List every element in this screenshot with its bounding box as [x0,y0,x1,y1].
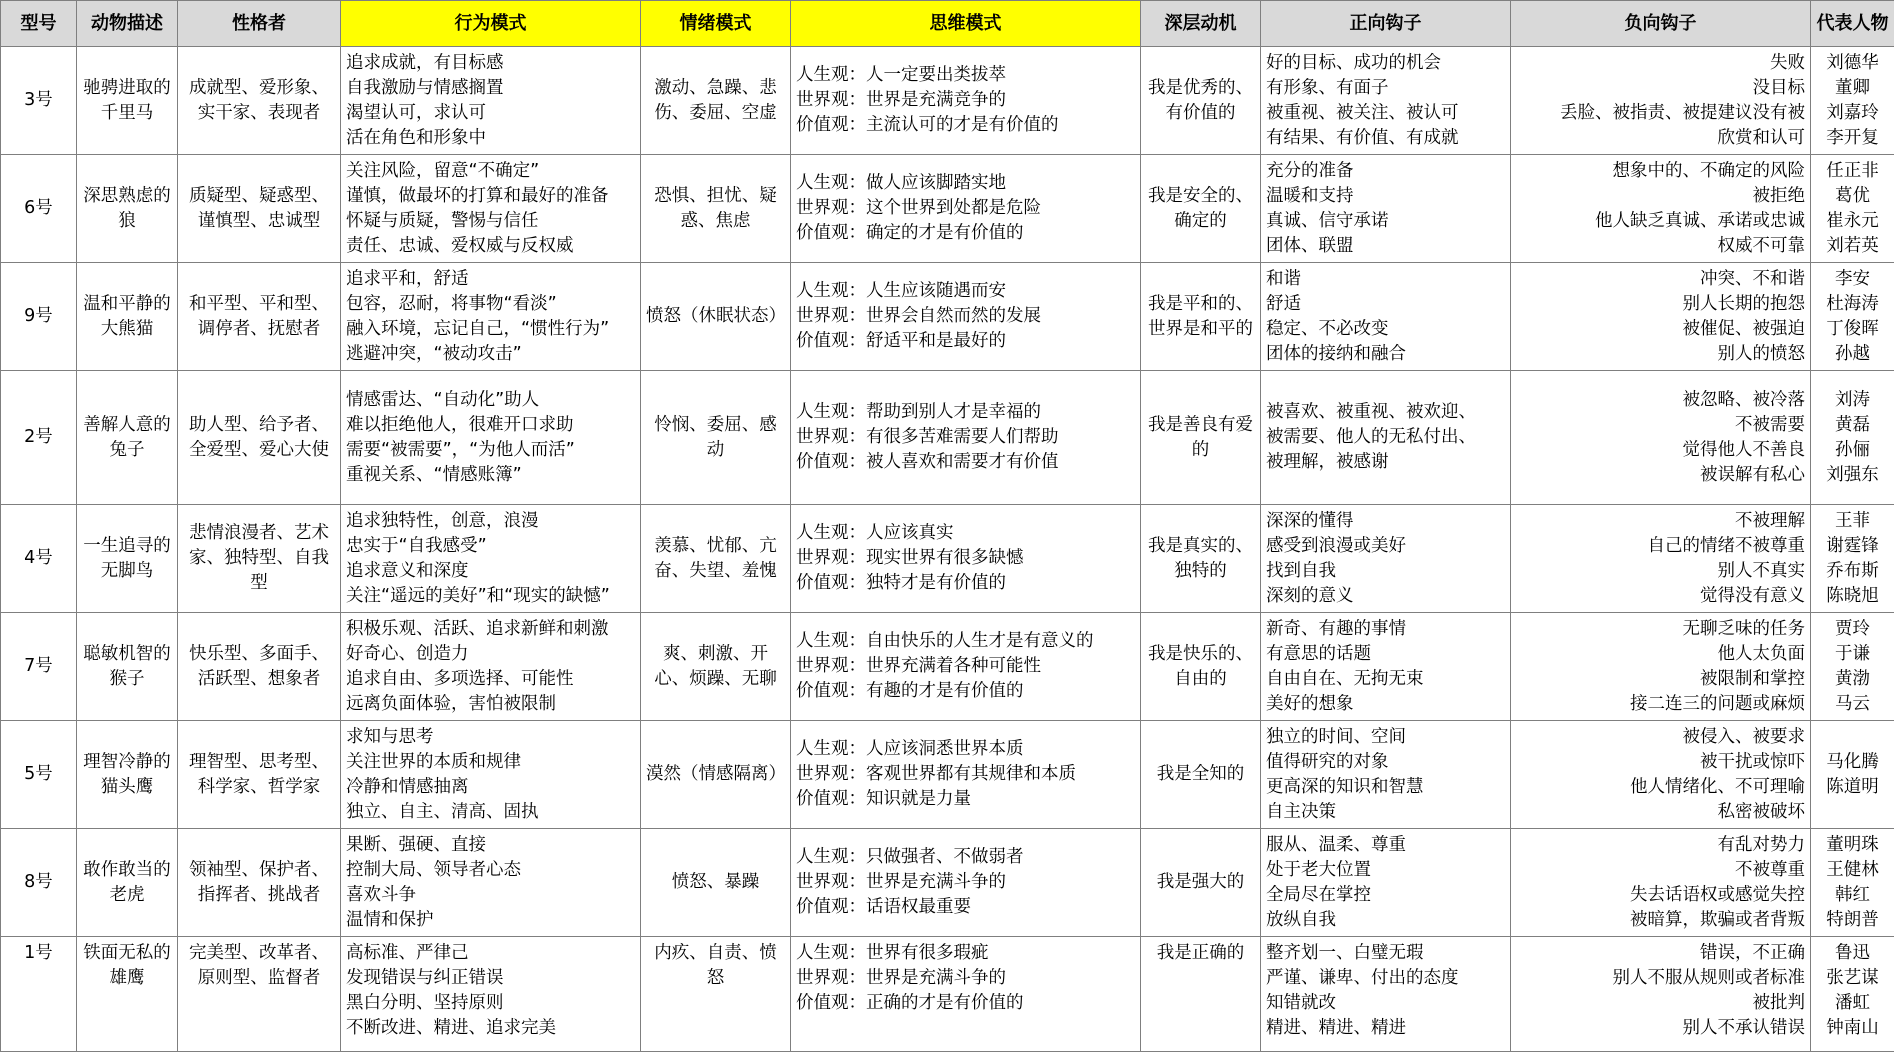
positive-hook-line: 独立的时间、空间 [1266,725,1505,750]
person-name: 杜海涛 [1816,292,1889,317]
header-emotion: 情绪模式 [641,1,791,47]
thinking-cell [791,721,1141,829]
people-cell [1811,47,1894,155]
positive-hook-line: 有结果、有价值、有成就 [1266,126,1505,151]
thinking-cell [791,155,1141,263]
behavior-line: 逃避冲突，“被动攻击” [346,342,635,367]
thinking-line: 价值观：话语权最重要 [796,895,1135,920]
negative-hook-line: 被批判 [1516,991,1805,1016]
thinking-line: 世界观：这个世界到处都是危险 [796,196,1135,221]
positive-hook-line: 充分的准备 [1266,159,1505,184]
animal-cell: 铁面无私的雄鹰 [77,937,178,1052]
person-name: 李安 [1816,267,1889,292]
thinking-cell [791,263,1141,371]
negative-hook-cell [1511,721,1811,829]
person-name: 于谦 [1816,642,1889,667]
positive-hook-line: 感受到浪漫或美好 [1266,534,1505,559]
behavior-cell [341,505,641,613]
type-cell: 4号 [1,505,77,613]
person-name: 乔布斯 [1816,559,1889,584]
behavior-line: 关注“遥远的美好”和“现实的缺憾” [346,584,635,609]
behavior-line: 怀疑与质疑，警惕与信任 [346,209,635,234]
people-cell [1811,371,1894,505]
animal-cell: 一生追寻的无脚鸟 [77,505,178,613]
type-cell: 2号 [1,371,77,505]
positive-hook-cell [1261,937,1511,1052]
thinking-line: 人生观：只做强者、不做弱者 [796,845,1135,870]
behavior-line: 融入环境，忘记自己，“惯性行为” [346,317,635,342]
people-cell [1811,505,1894,613]
negative-hook-line: 接二连三的问题或麻烦 [1516,692,1805,717]
negative-hook-line: 别人长期的抱怨 [1516,292,1805,317]
positive-hook-line: 找到自我 [1266,559,1505,584]
behavior-line: 情感雷达、“自动化”助人 [346,388,635,413]
person-name: 葛优 [1816,184,1889,209]
negative-hook-cell [1511,505,1811,613]
person-name: 马云 [1816,692,1889,717]
people-cell [1811,721,1894,829]
negative-hook-line: 别人不服从规则或者标准 [1516,966,1805,991]
negative-hook-line: 被忽略、被冷落 [1516,388,1805,413]
person-name: 王菲 [1816,509,1889,534]
positive-hook-line: 放纵自我 [1266,908,1505,933]
person-name: 黄磊 [1816,413,1889,438]
animal-cell: 温和平静的大熊猫 [77,263,178,371]
positive-hook-line: 全局尽在掌控 [1266,883,1505,908]
table-row [1,613,1894,721]
person-name: 刘嘉玲 [1816,101,1889,126]
type-cell: 8号 [1,829,77,937]
header-behavior: 行为模式 [341,1,641,47]
negative-hook-line: 别人不真实 [1516,559,1805,584]
motive-cell: 我是善良有爱的 [1141,371,1261,505]
negative-hook-line: 没目标 [1516,76,1805,101]
positive-hook-line: 美好的想象 [1266,692,1505,717]
behavior-line: 自我激励与情感搁置 [346,76,635,101]
person-name: 刘涛 [1816,388,1889,413]
thinking-line: 世界观：世界是充满竞争的 [796,88,1135,113]
thinking-line: 人生观：人应该真实 [796,521,1135,546]
person-name: 贾玲 [1816,617,1889,642]
header-thinking: 思维模式 [791,1,1141,47]
thinking-line: 世界观：有很多苦难需要人们帮助 [796,425,1135,450]
behavior-line: 谨慎，做最坏的打算和最好的准备 [346,184,635,209]
type-cell: 7号 [1,613,77,721]
positive-hook-line: 值得研究的对象 [1266,750,1505,775]
behavior-line: 果断、强硬、直接 [346,833,635,858]
table-row [1,155,1894,263]
person-name: 陈晓旭 [1816,584,1889,609]
positive-hook-cell [1261,47,1511,155]
thinking-line: 人生观：人应该洞悉世界本质 [796,737,1135,762]
header-motive: 深层动机 [1141,1,1261,47]
behavior-line: 责任、忠诚、爱权威与反权威 [346,234,635,259]
behavior-line: 远离负面体验，害怕被限制 [346,692,635,717]
thinking-cell [791,613,1141,721]
negative-hook-line: 他人缺乏真诚、承诺或忠诚 [1516,209,1805,234]
behavior-line: 难以拒绝他人，很难开口求助 [346,413,635,438]
person-name: 陈道明 [1816,775,1889,800]
persona-cell: 完美型、改革者、原则型、监督者 [178,937,341,1052]
thinking-line: 人生观：世界有很多瑕疵 [796,941,1135,966]
negative-hook-line: 欣赏和认可 [1516,126,1805,151]
positive-hook-line: 好的目标、成功的机会 [1266,51,1505,76]
negative-hook-cell [1511,155,1811,263]
negative-hook-line: 别人不承认错误 [1516,1016,1805,1041]
thinking-line: 人生观：人生应该随遇而安 [796,279,1135,304]
emotion-cell: 漠然（情感隔离） [641,721,791,829]
negative-hook-cell [1511,937,1811,1052]
table-row [1,937,1894,1052]
behavior-line: 高标准、严律己 [346,941,635,966]
negative-hook-line: 错误，不正确 [1516,941,1805,966]
table-row [1,47,1894,155]
thinking-line: 世界观：客观世界都有其规律和本质 [796,762,1135,787]
positive-hook-line: 真诚、信守承诺 [1266,209,1505,234]
people-cell [1811,937,1894,1052]
behavior-cell [341,937,641,1052]
behavior-line: 关注风险，留意“不确定” [346,159,635,184]
behavior-line: 积极乐观、活跃、追求新鲜和刺激 [346,617,635,642]
motive-cell: 我是正确的 [1141,937,1261,1052]
emotion-cell: 愤怒（休眠状态） [641,263,791,371]
positive-hook-line: 服从、温柔、尊重 [1266,833,1505,858]
behavior-line: 控制大局、领导者心态 [346,858,635,883]
table-row [1,263,1894,371]
behavior-line: 冷静和情感抽离 [346,775,635,800]
thinking-line: 世界观：世界是充满斗争的 [796,966,1135,991]
persona-cell: 快乐型、多面手、活跃型、想象者 [178,613,341,721]
motive-cell: 我是强大的 [1141,829,1261,937]
person-name: 董卿 [1816,76,1889,101]
motive-cell: 我是平和的、世界是和平的 [1141,263,1261,371]
thinking-cell [791,829,1141,937]
behavior-line: 渴望认可，求认可 [346,101,635,126]
emotion-cell: 爽、刺激、开心、烦躁、无聊 [641,613,791,721]
positive-hook-line: 自主决策 [1266,800,1505,825]
header-row [1,1,1894,47]
positive-hook-line: 知错就改 [1266,991,1505,1016]
behavior-line: 追求意义和深度 [346,559,635,584]
emotion-cell: 内疚、自责、愤怒 [641,937,791,1052]
person-name: 刘强东 [1816,463,1889,488]
person-name: 崔永元 [1816,209,1889,234]
positive-hook-cell [1261,829,1511,937]
negative-hook-line: 他人情绪化、不可理喻 [1516,775,1805,800]
negative-hook-line: 有乱对势力 [1516,833,1805,858]
thinking-line: 价值观：舒适平和是最好的 [796,329,1135,354]
behavior-line: 发现错误与纠正错误 [346,966,635,991]
person-name: 刘德华 [1816,51,1889,76]
positive-hook-line: 深刻的意义 [1266,584,1505,609]
header-persona: 性格者 [178,1,341,47]
person-name: 孙俪 [1816,438,1889,463]
behavior-cell [341,829,641,937]
negative-hook-line: 被催促、被强迫 [1516,317,1805,342]
behavior-cell [341,371,641,505]
negative-hook-line: 被侵入、被要求 [1516,725,1805,750]
negative-hook-line: 他人太负面 [1516,642,1805,667]
people-cell [1811,829,1894,937]
persona-cell: 助人型、给予者、全爱型、爱心大使 [178,371,341,505]
person-name: 王健林 [1816,858,1889,883]
thinking-line: 世界观：世界是充满斗争的 [796,870,1135,895]
behavior-line: 喜欢斗争 [346,883,635,908]
positive-hook-cell [1261,155,1511,263]
behavior-line: 追求自由、多项选择、可能性 [346,667,635,692]
behavior-line: 忠实于“自我感受” [346,534,635,559]
negative-hook-cell [1511,47,1811,155]
positive-hook-cell [1261,721,1511,829]
person-name: 任正非 [1816,159,1889,184]
person-name: 潘虹 [1816,991,1889,1016]
type-cell: 1号 [1,937,77,1052]
behavior-line: 追求独特性，创意，浪漫 [346,509,635,534]
animal-cell: 聪敏机智的猴子 [77,613,178,721]
emotion-cell: 激动、急躁、悲伤、委屈、空虚 [641,47,791,155]
negative-hook-line: 被干扰或惊吓 [1516,750,1805,775]
positive-hook-cell [1261,263,1511,371]
thinking-cell [791,937,1141,1052]
person-name: 特朗普 [1816,908,1889,933]
positive-hook-line: 团体、联盟 [1266,234,1505,259]
behavior-line: 求知与思考 [346,725,635,750]
behavior-line: 追求成就，有目标感 [346,51,635,76]
person-name: 刘若英 [1816,234,1889,259]
people-cell [1811,155,1894,263]
behavior-line: 好奇心、创造力 [346,642,635,667]
negative-hook-line: 觉得他人不善良 [1516,438,1805,463]
behavior-line: 温情和保护 [346,908,635,933]
header-animal: 动物描述 [77,1,178,47]
person-name: 马化腾 [1816,750,1889,775]
type-cell: 6号 [1,155,77,263]
person-name: 李开复 [1816,126,1889,151]
positive-hook-line: 处于老大位置 [1266,858,1505,883]
thinking-line: 价值观：有趣的才是有价值的 [796,679,1135,704]
positive-hook-cell [1261,505,1511,613]
negative-hook-line: 被限制和掌控 [1516,667,1805,692]
negative-hook-line: 觉得没有意义 [1516,584,1805,609]
emotion-cell: 愤怒、暴躁 [641,829,791,937]
animal-cell: 深思熟虑的狼 [77,155,178,263]
negative-hook-line: 失败 [1516,51,1805,76]
negative-hook-line: 别人的愤怒 [1516,342,1805,367]
thinking-line: 价值观：主流认可的才是有价值的 [796,113,1135,138]
persona-cell: 悲情浪漫者、艺术家、独特型、自我型 [178,505,341,613]
negative-hook-line: 私密被破坏 [1516,800,1805,825]
behavior-line: 活在角色和形象中 [346,126,635,151]
animal-cell: 善解人意的兔子 [77,371,178,505]
negative-hook-line: 权威不可靠 [1516,234,1805,259]
behavior-line: 黑白分明、坚持原则 [346,991,635,1016]
header-negative-hook: 负向钩子 [1511,1,1811,47]
behavior-line: 独立、自主、清高、固执 [346,800,635,825]
positive-hook-line: 被重视、被关注、被认可 [1266,101,1505,126]
positive-hook-line: 有意思的话题 [1266,642,1505,667]
positive-hook-line: 整齐划一、白璧无瑕 [1266,941,1505,966]
thinking-line: 价值观：被人喜欢和需要才有价值 [796,450,1135,475]
thinking-line: 人生观：自由快乐的人生才是有意义的 [796,629,1135,654]
person-name: 钟南山 [1816,1016,1889,1041]
behavior-line: 追求平和，舒适 [346,267,635,292]
type-cell: 3号 [1,47,77,155]
persona-cell: 成就型、爱形象、实干家、表现者 [178,47,341,155]
thinking-cell [791,505,1141,613]
thinking-line: 价值观：正确的才是有价值的 [796,991,1135,1016]
positive-hook-line: 精进、精进、精进 [1266,1016,1505,1041]
thinking-line: 价值观：独特才是有价值的 [796,571,1135,596]
negative-hook-cell [1511,613,1811,721]
motive-cell: 我是真实的、独特的 [1141,505,1261,613]
positive-hook-line: 有形象、有面子 [1266,76,1505,101]
positive-hook-line: 和谐 [1266,267,1505,292]
header-people: 代表人物 [1811,1,1894,47]
people-cell [1811,613,1894,721]
person-name: 黄渤 [1816,667,1889,692]
negative-hook-line: 无聊乏味的任务 [1516,617,1805,642]
motive-cell: 我是优秀的、有价值的 [1141,47,1261,155]
positive-hook-line: 被理解，被感谢 [1266,450,1505,475]
positive-hook-line: 深深的懂得 [1266,509,1505,534]
thinking-line: 价值观：确定的才是有价值的 [796,221,1135,246]
positive-hook-line: 稳定、不必改变 [1266,317,1505,342]
negative-hook-line: 丢脸、被指责、被提建议没有被 [1516,101,1805,126]
person-name: 谢霆锋 [1816,534,1889,559]
behavior-cell [341,263,641,371]
motive-cell: 我是全知的 [1141,721,1261,829]
person-name: 鲁迅 [1816,941,1889,966]
negative-hook-line: 被误解有私心 [1516,463,1805,488]
animal-cell: 驰骋进取的千里马 [77,47,178,155]
animal-cell: 敢作敢当的老虎 [77,829,178,937]
thinking-line: 价值观：知识就是力量 [796,787,1135,812]
positive-hook-line: 新奇、有趣的事情 [1266,617,1505,642]
negative-hook-line: 想象中的、不确定的风险 [1516,159,1805,184]
negative-hook-line: 不被尊重 [1516,858,1805,883]
header-positive-hook: 正向钩子 [1261,1,1511,47]
thinking-line: 世界观：世界会自然而然的发展 [796,304,1135,329]
negative-hook-line: 自己的情绪不被尊重 [1516,534,1805,559]
persona-cell: 质疑型、疑惑型、谨慎型、忠诚型 [178,155,341,263]
behavior-cell [341,613,641,721]
negative-hook-cell [1511,371,1811,505]
positive-hook-line: 更高深的知识和智慧 [1266,775,1505,800]
emotion-cell: 羡慕、忧郁、亢奋、失望、羞愧 [641,505,791,613]
behavior-line: 关注世界的本质和规律 [346,750,635,775]
persona-cell: 和平型、平和型、调停者、抚慰者 [178,263,341,371]
table-row [1,371,1894,505]
thinking-cell [791,371,1141,505]
negative-hook-line: 冲突、不和谐 [1516,267,1805,292]
negative-hook-cell [1511,829,1811,937]
header-type: 型号 [1,1,77,47]
negative-hook-line: 被拒绝 [1516,184,1805,209]
positive-hook-line: 舒适 [1266,292,1505,317]
thinking-line: 人生观：人一定要出类拔萃 [796,63,1135,88]
positive-hook-cell [1261,613,1511,721]
positive-hook-line: 温暖和支持 [1266,184,1505,209]
table-row [1,721,1894,829]
positive-hook-line: 被喜欢、被重视、被欢迎、 [1266,400,1505,425]
negative-hook-line: 不被需要 [1516,413,1805,438]
behavior-cell [341,721,641,829]
person-name: 张艺谋 [1816,966,1889,991]
positive-hook-line: 自由自在、无拘无束 [1266,667,1505,692]
negative-hook-line: 失去话语权或感觉失控 [1516,883,1805,908]
behavior-cell [341,47,641,155]
negative-hook-line: 被暗算，欺骗或者背叛 [1516,908,1805,933]
person-name: 韩红 [1816,883,1889,908]
negative-hook-line: 不被理解 [1516,509,1805,534]
emotion-cell: 怜悯、委屈、感动 [641,371,791,505]
positive-hook-cell [1261,371,1511,505]
animal-cell: 理智冷静的猫头鹰 [77,721,178,829]
motive-cell: 我是安全的、确定的 [1141,155,1261,263]
thinking-cell [791,47,1141,155]
person-name: 丁俊晖 [1816,317,1889,342]
behavior-line: 重视关系、“情感账簿” [346,463,635,488]
thinking-line: 人生观：帮助到别人才是幸福的 [796,400,1135,425]
positive-hook-line: 被需要、他人的无私付出、 [1266,425,1505,450]
persona-cell: 领袖型、保护者、指挥者、挑战者 [178,829,341,937]
thinking-line: 世界观：世界充满着各种可能性 [796,654,1135,679]
table-row [1,829,1894,937]
positive-hook-line: 严谨、谦卑、付出的态度 [1266,966,1505,991]
emotion-cell: 恐惧、担忧、疑惑、焦虑 [641,155,791,263]
behavior-cell [341,155,641,263]
behavior-line: 包容，忍耐，将事物“看淡” [346,292,635,317]
positive-hook-line: 团体的接纳和融合 [1266,342,1505,367]
behavior-line: 需要“被需要”，“为他人而活” [346,438,635,463]
thinking-line: 人生观：做人应该脚踏实地 [796,171,1135,196]
type-cell: 9号 [1,263,77,371]
motive-cell: 我是快乐的、自由的 [1141,613,1261,721]
behavior-line: 不断改进、精进、追求完美 [346,1016,635,1041]
negative-hook-cell [1511,263,1811,371]
person-name: 董明珠 [1816,833,1889,858]
person-name: 孙越 [1816,342,1889,367]
thinking-line: 世界观：现实世界有很多缺憾 [796,546,1135,571]
persona-cell: 理智型、思考型、科学家、哲学家 [178,721,341,829]
table-row [1,505,1894,613]
people-cell [1811,263,1894,371]
type-cell: 5号 [1,721,77,829]
